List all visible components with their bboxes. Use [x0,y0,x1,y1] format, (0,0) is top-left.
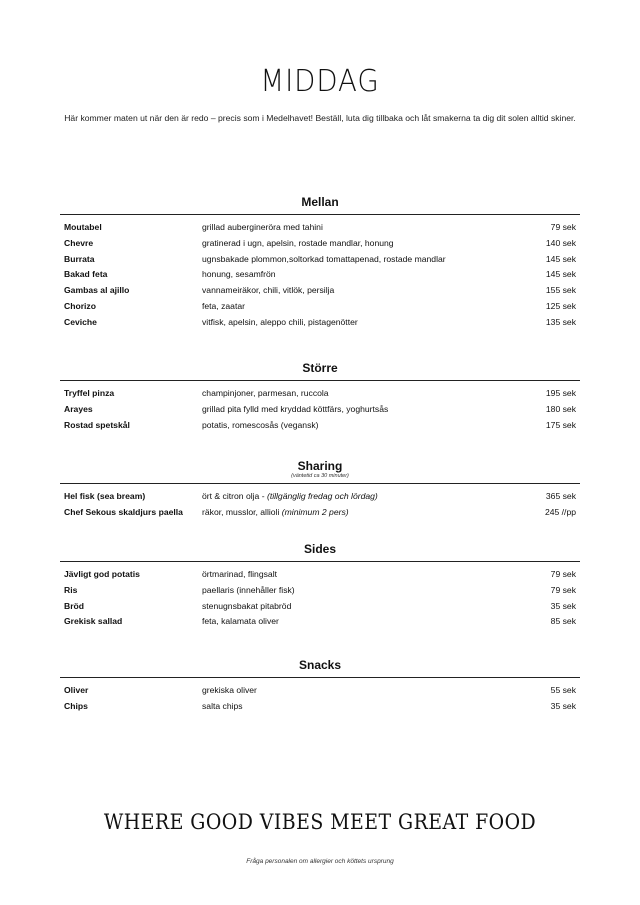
menu-item-description-text: vitfisk, apelsin, aleppo chili, pistagenötter [202,316,358,327]
menu-item-name: Tryffel pinza [64,388,115,398]
section-divider [60,561,580,562]
menu-item-description [202,583,295,599]
menu-item-name: Oliver [64,685,89,695]
section-divider [60,483,580,484]
menu-item-name: Moutabel [64,222,102,232]
menu-item-description [202,267,276,283]
menu-item-description [202,283,334,299]
menu-item-description [202,599,291,615]
menu-item-description-text: ugnsbakade plommon,soltorkad tomattapenad, rostade mandlar [202,253,446,264]
menu-item-name: Arayes [64,403,93,414]
menu-item-description-text: champinjoner, parmesan, ruccola [202,388,329,398]
intro-text: Här kommer maten ut när den är redo – precis som i Medelhavet! Beställ, luta dig tillbaka och låt smakerna ta dig dit solen alltid skiner. [64,113,576,123]
menu-item-description-text: paellaris (innehåller fisk) [202,584,295,595]
menu-item [60,220,580,236]
menu-item-price: 145 sek [545,253,576,264]
menu-item-name: Ceviche [64,316,97,327]
menu-item-note: (minimum 2 pers) [281,506,349,517]
menu-item [60,418,580,434]
menu-item-name: Hel fisk (sea bream) [64,491,146,501]
menu-item [60,236,580,252]
section-divider [60,214,580,215]
menu-item-description [202,567,277,583]
menu-item-description [202,614,279,630]
menu-item-name: Chorizo [64,300,96,311]
menu-item [60,489,580,505]
section-heading: Mellan [301,195,339,209]
menu-item-description [202,683,257,699]
menu-item-price: 180 sek [545,403,576,414]
menu-item-price: 79 sek [550,569,576,579]
menu-item-description [202,315,358,331]
menu-item-description-text: salta chips [202,700,243,711]
menu-item-price: 245 //pp [544,506,576,517]
menu-item-description-text: feta, zaatar [202,300,245,311]
menu-item-description [202,220,323,236]
menu-item-description-text: örtmarinad, flingsalt [202,569,277,579]
menu-item-description-text: feta, kalamata oliver [202,616,279,627]
menu-item-description-text: gratinerad i ugn, apelsin, rostade mandlar, honung [202,237,394,248]
menu-item-note: (tillgänglig fredag och lördag) [266,491,378,501]
menu-item-description-text: grillad pita fylld med kryddad köttfärs, yoghurtsås [202,403,389,414]
menu-item [60,614,580,630]
menu-item-price: 55 sek [550,685,576,695]
section-heading: Sharing [297,459,343,473]
menu-item-price: 79 sek [550,222,576,232]
section-subheading: (väntetid ca 30 minuter) [291,473,349,479]
menu-item-name: Ris [64,584,78,595]
menu-item-description-text: grekiska oliver [202,685,257,695]
section-heading: Sides [303,542,336,556]
menu-item-description [202,252,446,268]
menu-section [60,359,580,433]
menu-item-price: 35 sek [550,700,576,711]
menu-item-price: 79 sek [550,584,576,595]
slogan: WHERE GOOD VIBES MEET GREAT FOOD [103,810,537,834]
section-heading: Större [302,361,338,375]
section-divider [60,380,580,381]
menu-item [60,505,580,521]
menu-item-description-text: potatis, romescosås (vegansk) [202,419,319,430]
menu-item-name: Chips [64,700,88,711]
menu-item-price: 125 sek [545,300,576,311]
menu-item [60,252,580,268]
menu-item-name: Gambas al ajillo [64,285,130,296]
menu-item-price: 140 sek [545,237,576,248]
menu-item [60,386,580,402]
menu-item-description-text: räkor, musslor, allioli [202,506,282,517]
menu-item-description [202,402,388,418]
menu-item [60,699,580,715]
section-heading: Snacks [298,658,342,672]
menu-item-description-text: honung, sesamfrön [202,269,276,280]
menu-item-description [202,386,329,402]
menu-item-description [202,299,245,315]
menu-item-description [202,418,319,434]
menu-item-description [202,505,349,521]
menu-item-description [202,699,243,715]
menu-section [60,656,580,715]
menu-item [60,683,580,699]
section-divider [60,677,580,678]
menu-item [60,599,580,615]
menu-item [60,267,580,283]
menu-item-price: 135 sek [545,316,576,327]
menu-item [60,299,580,315]
menu-item-description [202,489,378,505]
menu-item-description-text: ört & citron olja - [202,491,267,501]
menu-item [60,567,580,583]
menu-item-description-text: grillad aubergineröra med tahini [202,222,323,232]
menu-item-price: 155 sek [545,285,576,296]
menu-section [60,540,580,630]
menu-item [60,283,580,299]
menu-item-description-text: stenugnsbakat pitabröd [202,600,292,611]
menu-item-price: 195 sek [545,388,576,398]
menu-item-price: 35 sek [550,600,576,611]
menu-item-price: 175 sek [545,419,576,430]
menu-item-name: Bröd [64,600,85,611]
menu-section [60,457,580,521]
menu-item [60,315,580,331]
allergy-footnote: Fråga personalen om allergier och köttets ursprung [246,858,394,865]
menu-item-name: Burrata [64,253,95,264]
menu-item-price: 85 sek [550,616,576,627]
menu-item [60,402,580,418]
menu-item-name: Bakad feta [64,269,108,280]
menu-item-description-text: vannameiräkor, chili, vitlök, persilja [202,285,335,296]
page-title: MIDDAG [260,64,380,99]
menu-item-name: Rostad spetskål [64,419,130,430]
menu-item-price: 365 sek [545,491,576,501]
menu-item-name: Jävligt god potatis [64,569,140,579]
menu-item-price: 145 sek [545,269,576,280]
menu-section [60,193,580,331]
menu-item [60,583,580,599]
menu-item-description [202,236,394,252]
menu-item-name: Chevre [64,237,94,248]
menu-item-name: Chef Sekous skaldjurs paella [64,506,183,517]
menu-item-name: Grekisk sallad [64,616,123,627]
